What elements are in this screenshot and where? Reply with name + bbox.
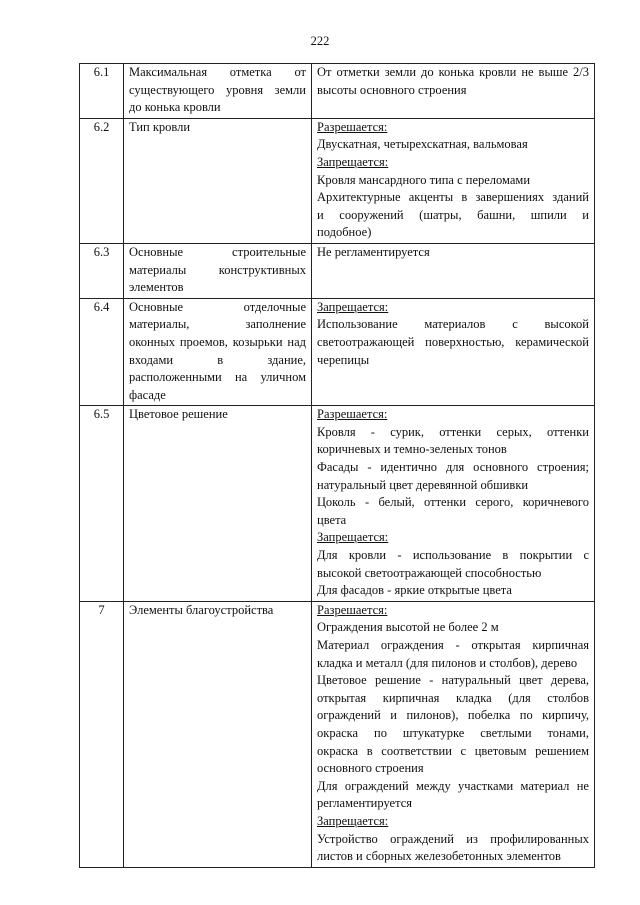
requirement-paragraph: [317, 778, 589, 813]
requirement-line: листов и сборных железобетонных элементов: [317, 849, 561, 864]
parameter-name: [124, 118, 312, 243]
requirement-line: открытая кирпичная кладка (для столбов: [317, 690, 589, 705]
requirement-paragraph: [317, 494, 589, 529]
row-number: 6.2: [80, 118, 124, 243]
requirement-paragraph: [317, 459, 589, 494]
requirement-line: Для ограждений между участками материал не: [317, 778, 589, 793]
requirement-line: Материал ограждения - открытая кирпичная: [317, 638, 589, 652]
table-row: [80, 298, 595, 406]
parameter-name-line: Максимальная отметка от: [129, 65, 306, 79]
requirement-paragraph: [317, 619, 589, 637]
requirement-paragraph: [317, 172, 589, 190]
requirement-line: натуральный цвет деревянной обшивки: [317, 477, 529, 492]
requirement-paragraph: [317, 637, 589, 672]
requirement-cell: [312, 406, 595, 602]
parameter-name: [124, 243, 312, 298]
parameter-name: [124, 298, 312, 406]
parameter-name: [124, 64, 312, 119]
requirement-line: Ограждения высотой не более 2 м: [317, 620, 499, 635]
requirement-paragraph: [317, 831, 589, 866]
parameter-name-line: Основные строительные: [129, 244, 306, 259]
requirement-line: светоотражающей поверхностью, керамической: [317, 334, 589, 349]
requirement-line: черепицы: [317, 352, 370, 367]
parameter-name-line: входами в здание,: [129, 352, 306, 367]
parameter-name-line: Основные отделочные: [129, 299, 306, 314]
requirement-cell: [312, 601, 595, 867]
requirement-line: кладка и металл (для пилонов и столбов), дерево: [317, 655, 578, 670]
requirement-heading: Разрешается:: [317, 407, 388, 422]
parameter-name-line: существующего уровня земли: [129, 82, 306, 97]
requirement-line: ограждений и пилонов), побелка по кирпичу,: [317, 708, 589, 723]
requirement-line: Фасады - идентично для основного строения;: [317, 460, 589, 475]
regulations-table: [79, 63, 595, 868]
requirement-paragraph: [317, 547, 589, 582]
requirement-cell: [312, 64, 595, 119]
table-row: [80, 64, 595, 119]
requirement-paragraph: [317, 189, 589, 242]
requirement-line: Для кровли - использование в покрытии с: [317, 548, 589, 563]
parameter-name: [124, 406, 312, 602]
requirement-line: Цоколь - белый, оттенки серого, коричневого: [317, 495, 589, 510]
requirement-paragraph: [317, 316, 589, 369]
requirement-heading: Запрещается:: [317, 813, 389, 828]
parameter-name-line: расположенными на уличном: [129, 370, 306, 385]
requirement-line: Кровля - сурик, оттенки серых, оттенки: [317, 424, 589, 439]
requirement-line: высокой светоотражающей способностью: [317, 565, 542, 580]
requirement-paragraph: [317, 244, 589, 262]
requirement-line: регламентируется: [317, 796, 413, 811]
requirement-line: и сооружений (шатры, башни, шпили и: [317, 207, 589, 222]
parameter-name-line: фасаде: [129, 387, 166, 402]
row-number: 6.5: [80, 406, 124, 602]
parameter-name: [124, 601, 312, 867]
requirement-heading: Запрещается:: [317, 154, 389, 169]
page-number: 222: [310, 34, 330, 48]
requirement-line: Не регламентируется: [317, 244, 430, 259]
requirement-line: окраска по штукатурке светлыми тонами,: [317, 725, 589, 740]
requirement-cell: [312, 118, 595, 243]
requirement-heading: Разрешается:: [317, 119, 388, 134]
requirement-heading: Разрешается:: [317, 602, 388, 617]
table-row: [80, 601, 595, 867]
row-number: 6.1: [80, 64, 124, 119]
requirement-line: высоты основного строения: [317, 82, 467, 97]
table-row: [80, 243, 595, 298]
parameter-name-line: Цветовое решение: [129, 407, 228, 422]
row-number: 7: [80, 601, 124, 867]
parameter-name-line: элементов: [129, 280, 184, 295]
requirement-line: Цветовое решение - натуральный цвет дерева,: [317, 673, 589, 688]
requirement-paragraph: [317, 136, 589, 154]
requirement-line: Для фасадов - яркие открытые цвета: [317, 583, 512, 598]
requirement-heading: Запрещается:: [317, 299, 389, 314]
requirement-line: Устройство ограждений из профилированных: [317, 831, 589, 846]
parameter-name-line: оконных проемов, козырьки над: [129, 334, 306, 349]
requirement-line: окраска в соответствии с цветовым решением: [317, 743, 589, 758]
table-row: [80, 118, 595, 243]
requirement-line: От отметки земли до конька кровли не выше 2/3: [317, 65, 589, 79]
requirement-line: коричневых и темно-зеленых тонов: [317, 442, 507, 457]
requirement-paragraph: [317, 64, 589, 99]
requirement-line: Кровля мансардного типа с переломами: [317, 172, 531, 187]
row-number: 6.3: [80, 243, 124, 298]
requirement-heading: Запрещается:: [317, 530, 389, 545]
requirement-paragraph: [317, 424, 589, 459]
parameter-name-line: Тип кровли: [129, 119, 191, 134]
parameter-name-line: до конька кровли: [129, 100, 221, 115]
requirement-cell: [312, 298, 595, 406]
requirement-line: основного строения: [317, 761, 424, 776]
parameter-name-line: материалы конструктивных: [129, 262, 306, 277]
requirement-line: Двускатная, четырехскатная, вальмовая: [317, 137, 528, 152]
parameter-name-line: Элементы благоустройства: [129, 602, 274, 617]
table-row: [80, 406, 595, 602]
parameter-name-line: материалы, заполнение: [129, 317, 306, 332]
requirement-line: Использование материалов с высокой: [317, 317, 589, 332]
requirement-cell: [312, 243, 595, 298]
requirement-paragraph: [317, 582, 589, 600]
requirement-line: цвета: [317, 512, 347, 527]
row-number: 6.4: [80, 298, 124, 406]
requirement-paragraph: [317, 672, 589, 778]
requirement-line: подобное): [317, 225, 372, 240]
requirement-line: Архитектурные акценты в завершениях зданий: [317, 190, 589, 205]
